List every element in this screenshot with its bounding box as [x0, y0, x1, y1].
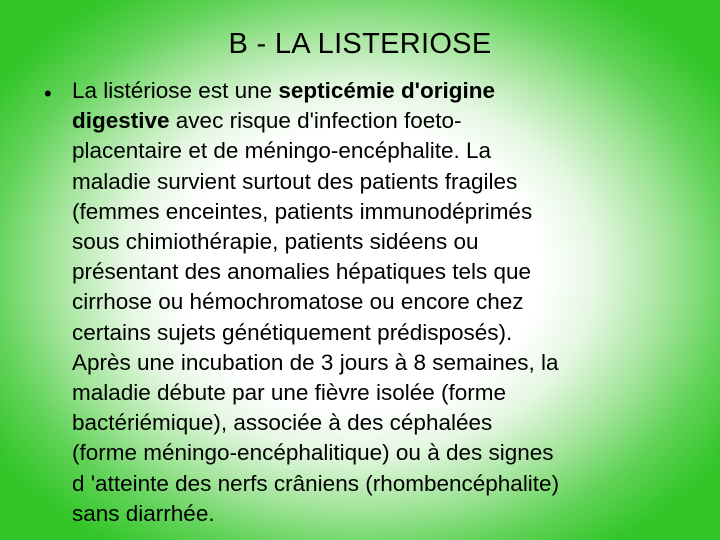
paragraph-line: placentaire et de méningo-encéphalite. La [72, 138, 492, 164]
paragraph-line: (femmes enceintes, patients immunodéprimés [72, 198, 533, 224]
paragraph-line: (forme méningo-encéphalitique) ou à des signes [72, 440, 554, 466]
paragraph-line: maladie débute par une fièvre isolée (forme [72, 380, 506, 406]
line-text: La listériose est une [72, 78, 279, 103]
bullet-paragraph [72, 76, 712, 529]
paragraph-line: bactériémique), associée à des céphalées [72, 410, 493, 436]
paragraph-line: Après une incubation de 3 jours à 8 semaines, la [72, 349, 559, 375]
paragraph-line [72, 106, 712, 136]
paragraph-line: maladie survient surtout des patients fragiles [72, 168, 518, 194]
paragraph-line: d 'atteinte des nerfs crâniens (rhombencéphalite) [72, 470, 560, 496]
bullet-marker: • [44, 81, 52, 106]
paragraph-line: sous chimiothérapie, patients sidéens ou [72, 229, 479, 255]
bold-text: digestive [72, 108, 170, 134]
slide-title: B - LA LISTERIOSE [228, 28, 492, 60]
paragraph-line: sans diarrhée. [72, 500, 215, 526]
paragraph-line: présentant des anomalies hépatiques tels que [72, 259, 532, 285]
paragraph-line: cirrhose ou hémochromatose ou encore chez [72, 289, 524, 315]
line-text: avec risque d'infection foeto- [169, 108, 462, 134]
paragraph-line [72, 76, 712, 106]
bold-text: septicémie d'origine [278, 78, 496, 103]
paragraph-line: certains sujets génétiquement prédisposés). [72, 319, 513, 345]
